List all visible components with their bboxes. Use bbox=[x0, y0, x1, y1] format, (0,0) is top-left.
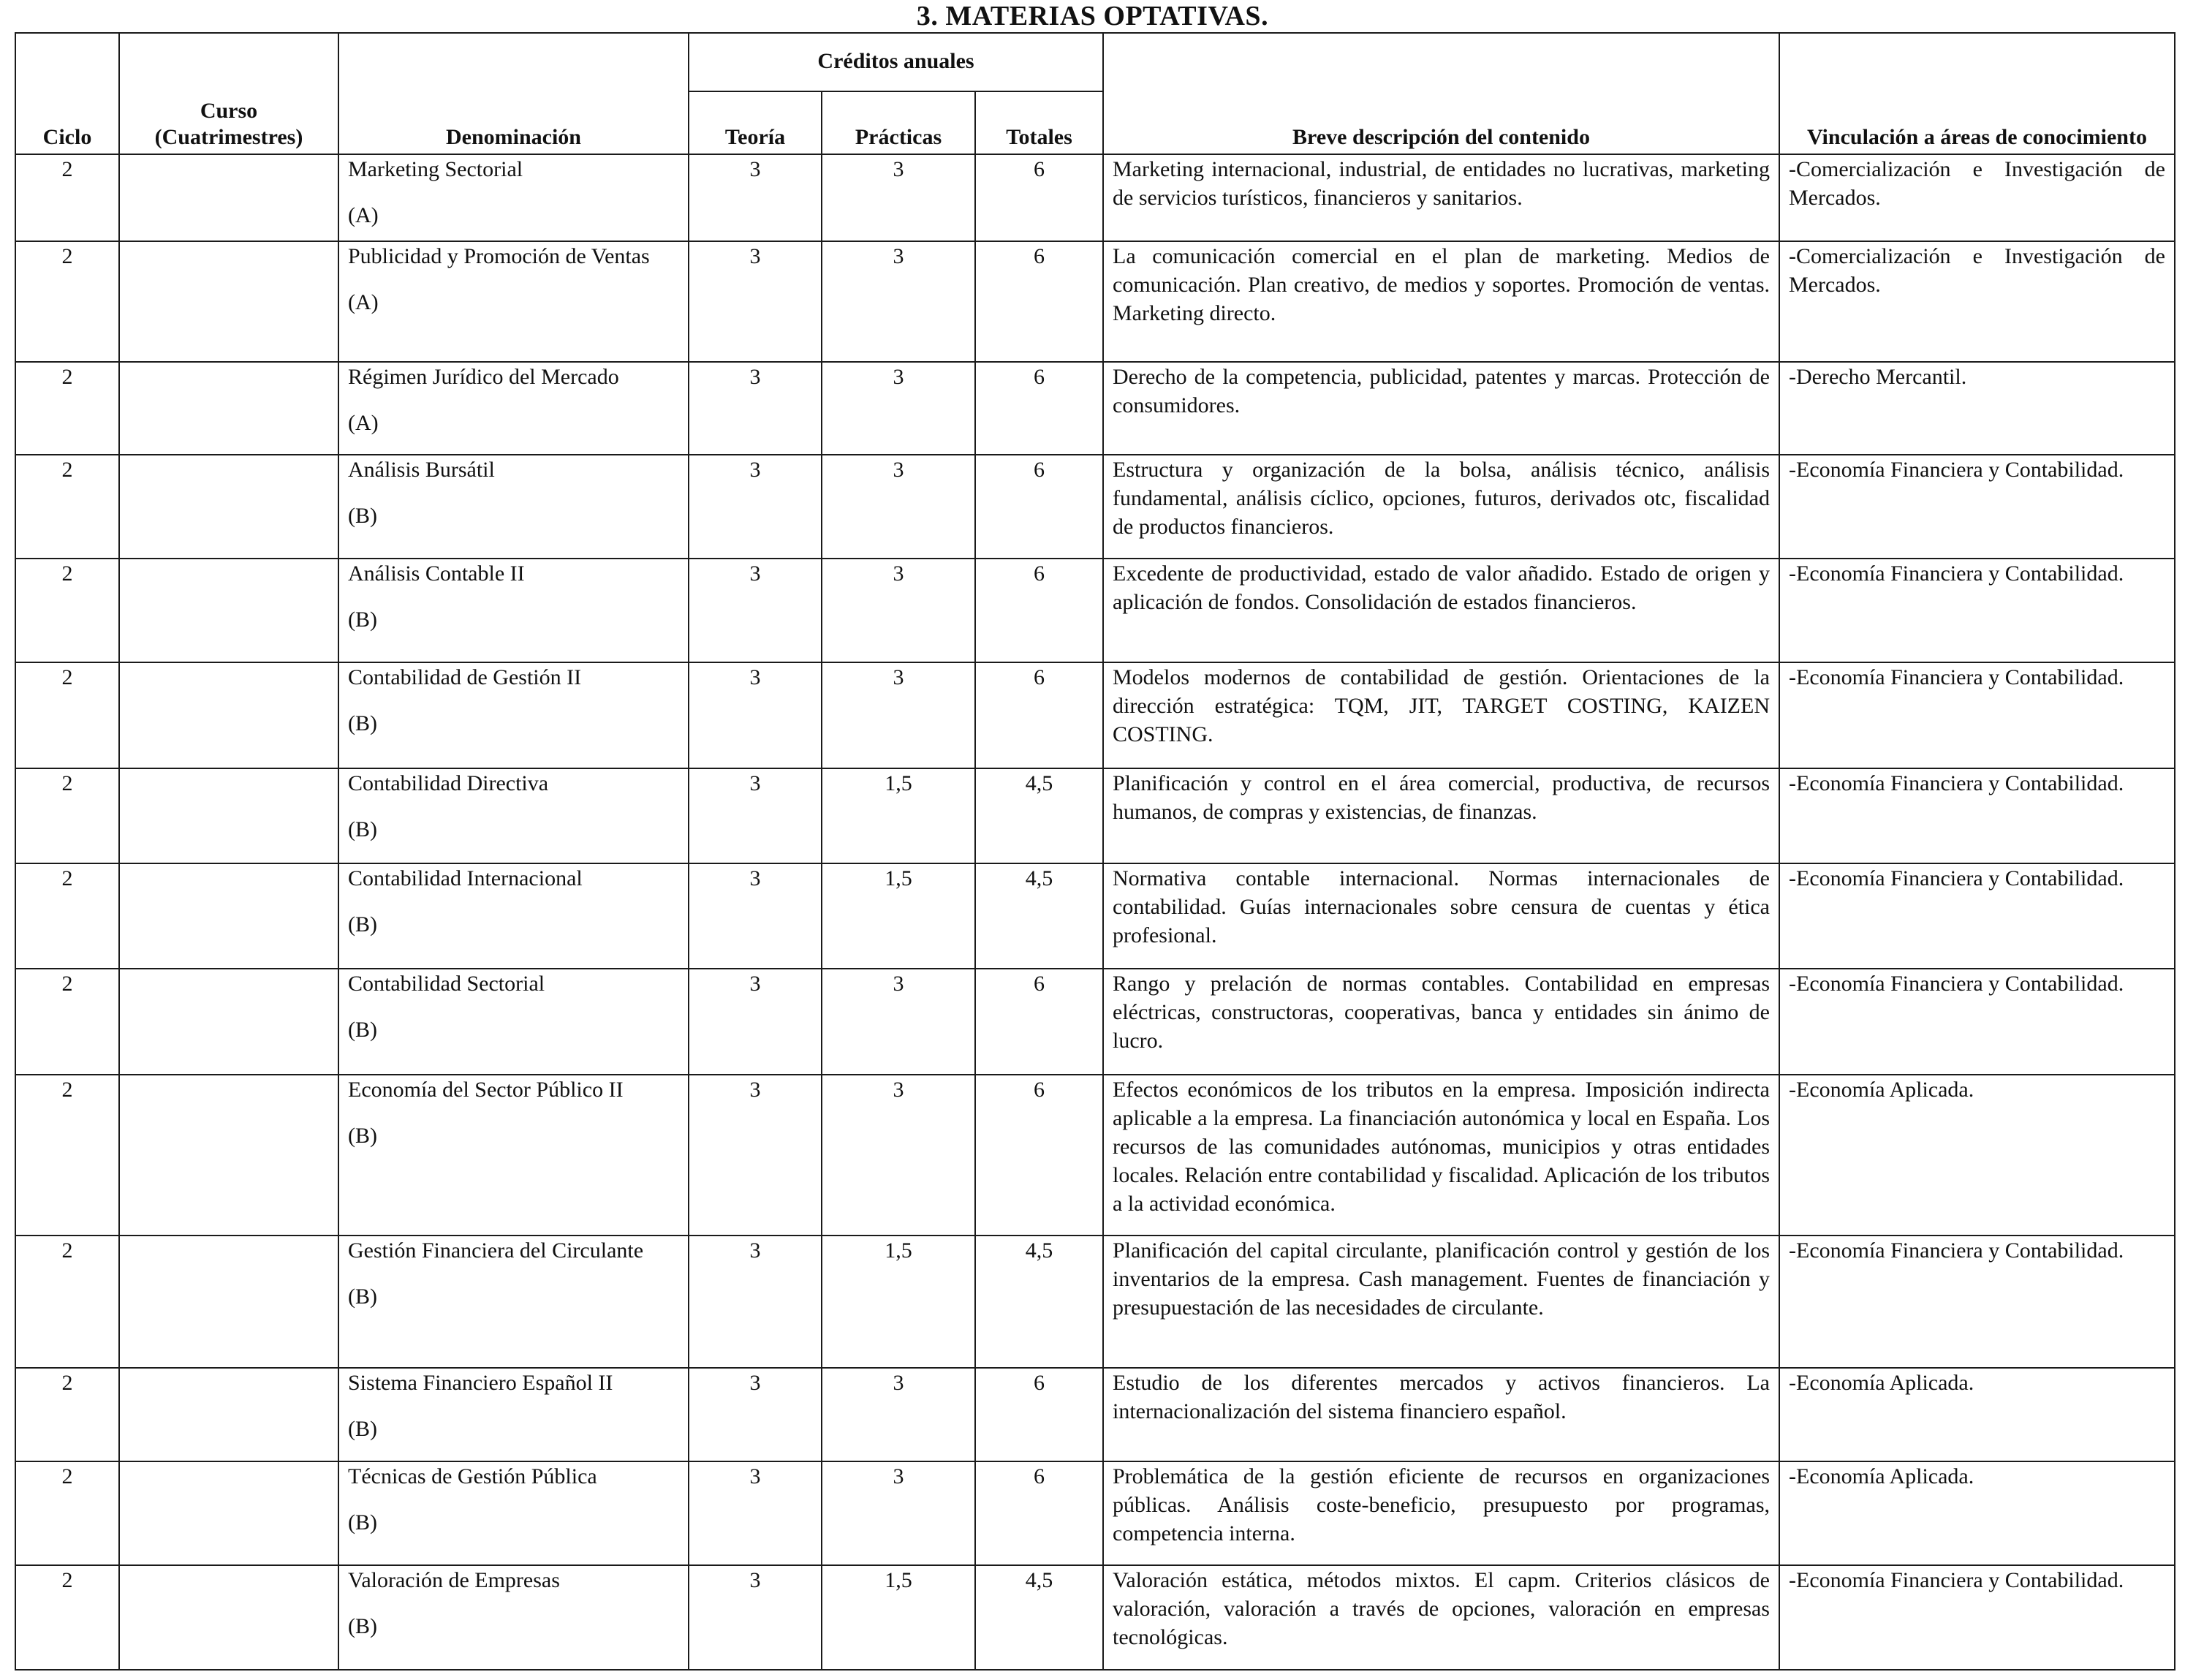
curso-cell bbox=[119, 1368, 338, 1461]
totales-cell: 4,5 bbox=[975, 1565, 1103, 1670]
table-row bbox=[15, 1461, 2175, 1565]
ciclo-cell: 2 bbox=[15, 1368, 119, 1461]
subject-group: (A) bbox=[348, 411, 379, 435]
curso-cell bbox=[119, 455, 338, 559]
curso-cell bbox=[119, 1236, 338, 1368]
table-row bbox=[15, 559, 2175, 662]
ciclo-cell: 2 bbox=[15, 241, 119, 362]
area-cell bbox=[1779, 362, 2175, 455]
area-text: -Comercialización e Investigación de Mercados. bbox=[1789, 157, 2165, 210]
subject-name: Sistema Financiero Español II bbox=[348, 1371, 613, 1395]
header-teoria: Teoría bbox=[689, 91, 822, 154]
table-row bbox=[15, 1368, 2175, 1461]
denominacion-cell bbox=[338, 1565, 689, 1670]
description-cell: La comunicación comercial en el plan de marketing. Medios de comunicación. Plan creativo, de medios y soportes. Promoción de ventas. Marketing directo. bbox=[1103, 241, 1779, 362]
denominacion-cell bbox=[338, 455, 689, 559]
subject-name: Análisis Contable II bbox=[348, 561, 525, 586]
ciclo-cell: 2 bbox=[15, 455, 119, 559]
teoria-cell: 3 bbox=[689, 863, 822, 969]
subject-group: (B) bbox=[348, 1284, 377, 1309]
ciclo-cell: 2 bbox=[15, 863, 119, 969]
header-descripcion: Breve descripción del contenido bbox=[1103, 33, 1779, 154]
denominacion-cell bbox=[338, 1075, 689, 1236]
subject-group: (B) bbox=[348, 504, 377, 528]
totales-cell: 6 bbox=[975, 154, 1103, 241]
subject-name: Valoración de Empresas bbox=[348, 1568, 560, 1592]
table-row bbox=[15, 241, 2175, 362]
subject-group: (B) bbox=[348, 1018, 377, 1042]
area-cell bbox=[1779, 154, 2175, 241]
totales-cell: 6 bbox=[975, 1461, 1103, 1565]
ciclo-cell: 2 bbox=[15, 1565, 119, 1670]
description-cell: Derecho de la competencia, publicidad, patentes y marcas. Protección de consumidores. bbox=[1103, 362, 1779, 455]
ciclo-cell: 2 bbox=[15, 362, 119, 455]
practicas-cell: 3 bbox=[822, 455, 975, 559]
teoria-cell: 3 bbox=[689, 662, 822, 768]
totales-cell: 4,5 bbox=[975, 1236, 1103, 1368]
ciclo-cell: 2 bbox=[15, 969, 119, 1075]
teoria-cell: 3 bbox=[689, 1461, 822, 1565]
denominacion-cell bbox=[338, 768, 689, 863]
totales-cell: 6 bbox=[975, 662, 1103, 768]
subject-name: Contabilidad Sectorial bbox=[348, 972, 545, 996]
area-text: -Economía Financiera y Contabilidad. bbox=[1789, 1568, 2124, 1592]
totales-cell: 6 bbox=[975, 362, 1103, 455]
denominacion-cell bbox=[338, 241, 689, 362]
subject-name: Técnicas de Gestión Pública bbox=[348, 1464, 597, 1488]
teoria-cell: 3 bbox=[689, 154, 822, 241]
teoria-cell: 3 bbox=[689, 241, 822, 362]
subject-name: Régimen Jurídico del Mercado bbox=[348, 365, 619, 389]
description-cell: Efectos económicos de los tributos en la empresa. Imposición indirecta aplicable a la empresa. La financiación autonómica y local en España. Los recursos de las comunidades autónomas, municipios y otras entidades locales. Relación entre contabilidad y fiscalidad. Aplicación de los tributos a la actividad económica. bbox=[1103, 1075, 1779, 1236]
curso-cell bbox=[119, 362, 338, 455]
teoria-cell: 3 bbox=[689, 1236, 822, 1368]
area-cell bbox=[1779, 863, 2175, 969]
subject-name: Economía del Sector Público II bbox=[348, 1078, 624, 1102]
header-ciclo: Ciclo bbox=[15, 33, 119, 154]
area-text: -Economía Aplicada. bbox=[1789, 1464, 1974, 1488]
totales-cell: 6 bbox=[975, 559, 1103, 662]
curso-cell bbox=[119, 969, 338, 1075]
ciclo-cell: 2 bbox=[15, 154, 119, 241]
practicas-cell: 3 bbox=[822, 1075, 975, 1236]
subject-group: (B) bbox=[348, 1124, 377, 1148]
area-text: -Economía Financiera y Contabilidad. bbox=[1789, 665, 2124, 689]
area-cell bbox=[1779, 1236, 2175, 1368]
teoria-cell: 3 bbox=[689, 768, 822, 863]
totales-cell: 4,5 bbox=[975, 768, 1103, 863]
subject-name: Contabilidad de Gestión II bbox=[348, 665, 582, 689]
practicas-cell: 3 bbox=[822, 154, 975, 241]
area-cell bbox=[1779, 969, 2175, 1075]
teoria-cell: 3 bbox=[689, 1368, 822, 1461]
area-cell bbox=[1779, 1368, 2175, 1461]
table-row bbox=[15, 362, 2175, 455]
teoria-cell: 3 bbox=[689, 1565, 822, 1670]
area-text: -Economía Financiera y Contabilidad. bbox=[1789, 866, 2124, 890]
subject-group: (B) bbox=[348, 912, 377, 937]
curso-cell bbox=[119, 1461, 338, 1565]
practicas-cell: 3 bbox=[822, 362, 975, 455]
description-cell: Estructura y organización de la bolsa, análisis técnico, análisis fundamental, análisis cíclico, opciones, futuros, derivados otc, fiscalidad de productos financieros. bbox=[1103, 455, 1779, 559]
area-cell bbox=[1779, 1461, 2175, 1565]
subject-group: (A) bbox=[348, 290, 379, 314]
practicas-cell: 3 bbox=[822, 241, 975, 362]
area-text: -Economía Financiera y Contabilidad. bbox=[1789, 561, 2124, 586]
subject-group: (B) bbox=[348, 608, 377, 632]
practicas-cell: 1,5 bbox=[822, 863, 975, 969]
totales-cell: 6 bbox=[975, 1075, 1103, 1236]
description-cell: Planificación del capital circulante, planificación control y gestión de los inventarios de la empresa. Cash management. Fuentes de financiación y presupuestación de las necesidades de circulante. bbox=[1103, 1236, 1779, 1368]
area-cell bbox=[1779, 768, 2175, 863]
area-cell bbox=[1779, 1075, 2175, 1236]
area-cell bbox=[1779, 241, 2175, 362]
table-row bbox=[15, 863, 2175, 969]
denominacion-cell bbox=[338, 559, 689, 662]
practicas-cell: 1,5 bbox=[822, 1565, 975, 1670]
totales-cell: 6 bbox=[975, 969, 1103, 1075]
description-cell: Estudio de los diferentes mercados y activos financieros. La internacionalización del sistema financiero español. bbox=[1103, 1368, 1779, 1461]
header-practicas: Prácticas bbox=[822, 91, 975, 154]
totales-cell: 6 bbox=[975, 1368, 1103, 1461]
description-cell: Modelos modernos de contabilidad de gestión. Orientaciones de la dirección estratégica: TQM, JIT, TARGET COSTING, KAIZEN COSTING. bbox=[1103, 662, 1779, 768]
ciclo-cell: 2 bbox=[15, 1236, 119, 1368]
denominacion-cell bbox=[338, 863, 689, 969]
curso-cell bbox=[119, 559, 338, 662]
curso-cell bbox=[119, 768, 338, 863]
teoria-cell: 3 bbox=[689, 362, 822, 455]
table-row bbox=[15, 455, 2175, 559]
table-row bbox=[15, 1236, 2175, 1368]
curso-cell bbox=[119, 662, 338, 768]
subject-name: Contabilidad Directiva bbox=[348, 771, 549, 795]
teoria-cell: 3 bbox=[689, 969, 822, 1075]
practicas-cell: 3 bbox=[822, 1368, 975, 1461]
description-cell: Planificación y control en el área comercial, productiva, de recursos humanos, de compras y existencias, de finanzas. bbox=[1103, 768, 1779, 863]
subject-name: Contabilidad Internacional bbox=[348, 866, 583, 890]
teoria-cell: 3 bbox=[689, 455, 822, 559]
teoria-cell: 3 bbox=[689, 559, 822, 662]
totales-cell: 4,5 bbox=[975, 863, 1103, 969]
table-row bbox=[15, 662, 2175, 768]
denominacion-cell bbox=[338, 1236, 689, 1368]
header-curso: Curso (Cuatrimestres) bbox=[119, 33, 338, 154]
practicas-cell: 3 bbox=[822, 969, 975, 1075]
header-row-1 bbox=[15, 33, 2175, 91]
practicas-cell: 1,5 bbox=[822, 1236, 975, 1368]
denominacion-cell bbox=[338, 1461, 689, 1565]
ciclo-cell: 2 bbox=[15, 768, 119, 863]
subject-group: (B) bbox=[348, 1614, 377, 1638]
practicas-cell: 3 bbox=[822, 1461, 975, 1565]
denominacion-cell bbox=[338, 362, 689, 455]
denominacion-cell bbox=[338, 969, 689, 1075]
practicas-cell: 1,5 bbox=[822, 768, 975, 863]
table-row bbox=[15, 1565, 2175, 1670]
curso-cell bbox=[119, 863, 338, 969]
table-body bbox=[15, 154, 2175, 1670]
practicas-cell: 3 bbox=[822, 662, 975, 768]
header-vinculacion: Vinculación a áreas de conocimiento bbox=[1779, 33, 2175, 154]
subject-group: (B) bbox=[348, 1510, 377, 1535]
teoria-cell: 3 bbox=[689, 1075, 822, 1236]
subject-group: (B) bbox=[348, 1417, 377, 1441]
page-title: 3. MATERIAS OPTATIVAS. bbox=[916, 1, 1269, 31]
description-cell: Normativa contable internacional. Normas internacionales de contabilidad. Guías internacionales sobre censura de cuentas y ética profesional. bbox=[1103, 863, 1779, 969]
denominacion-cell bbox=[338, 154, 689, 241]
denominacion-cell bbox=[338, 1368, 689, 1461]
curso-cell bbox=[119, 241, 338, 362]
description-cell: Marketing internacional, industrial, de entidades no lucrativas, marketing de servicios turísticos, financieros y sanitarios. bbox=[1103, 154, 1779, 241]
description-cell: Rango y prelación de normas contables. Contabilidad en empresas eléctricas, constructoras, cooperativas, banca y entidades sin ánimo de lucro. bbox=[1103, 969, 1779, 1075]
curso-cell bbox=[119, 1075, 338, 1236]
description-cell: Valoración estática, métodos mixtos. El capm. Criterios clásicos de valoración, valoración a través de opciones, valoración en empresas tecnológicas. bbox=[1103, 1565, 1779, 1670]
table-row bbox=[15, 1075, 2175, 1236]
description-cell: Excedente de productividad, estado de valor añadido. Estado de origen y aplicación de fondos. Consolidación de estados financieros. bbox=[1103, 559, 1779, 662]
subject-group: (A) bbox=[348, 203, 379, 227]
area-cell bbox=[1779, 559, 2175, 662]
totales-cell: 6 bbox=[975, 241, 1103, 362]
denominacion-cell bbox=[338, 662, 689, 768]
ciclo-cell: 2 bbox=[15, 1075, 119, 1236]
description-cell: Problemática de la gestión eficiente de recursos en organizaciones públicas. Análisis coste-beneficio, presupuesto por programas, competencia interna. bbox=[1103, 1461, 1779, 1565]
area-text: -Economía Aplicada. bbox=[1789, 1371, 1974, 1395]
subject-name: Publicidad y Promoción de Ventas bbox=[348, 244, 650, 268]
table-row bbox=[15, 154, 2175, 241]
subject-name: Análisis Bursátil bbox=[348, 458, 495, 482]
totales-cell: 6 bbox=[975, 455, 1103, 559]
subject-name: Marketing Sectorial bbox=[348, 157, 523, 181]
area-text: -Economía Financiera y Contabilidad. bbox=[1789, 771, 2124, 795]
optional-subjects-table bbox=[15, 32, 2175, 1670]
area-cell bbox=[1779, 662, 2175, 768]
area-text: -Derecho Mercantil. bbox=[1789, 365, 1967, 389]
ciclo-cell: 2 bbox=[15, 559, 119, 662]
curso-cell bbox=[119, 154, 338, 241]
area-text: -Comercialización e Investigación de Mercados. bbox=[1789, 244, 2165, 297]
table-row bbox=[15, 768, 2175, 863]
header-creditos-anuales: Créditos anuales bbox=[689, 33, 1103, 91]
header-totales: Totales bbox=[975, 91, 1103, 154]
area-text: -Economía Financiera y Contabilidad. bbox=[1789, 1238, 2124, 1263]
subject-group: (B) bbox=[348, 817, 377, 841]
header-denominacion: Denominación bbox=[338, 33, 689, 154]
subject-group: (B) bbox=[348, 711, 377, 735]
area-cell bbox=[1779, 455, 2175, 559]
table-row bbox=[15, 969, 2175, 1075]
area-cell bbox=[1779, 1565, 2175, 1670]
curso-cell bbox=[119, 1565, 338, 1670]
area-text: -Economía Financiera y Contabilidad. bbox=[1789, 972, 2124, 996]
ciclo-cell: 2 bbox=[15, 662, 119, 768]
area-text: -Economía Financiera y Contabilidad. bbox=[1789, 458, 2124, 482]
practicas-cell: 3 bbox=[822, 559, 975, 662]
ciclo-cell: 2 bbox=[15, 1461, 119, 1565]
area-text: -Economía Aplicada. bbox=[1789, 1078, 1974, 1102]
subject-name: Gestión Financiera del Circulante bbox=[348, 1238, 644, 1263]
